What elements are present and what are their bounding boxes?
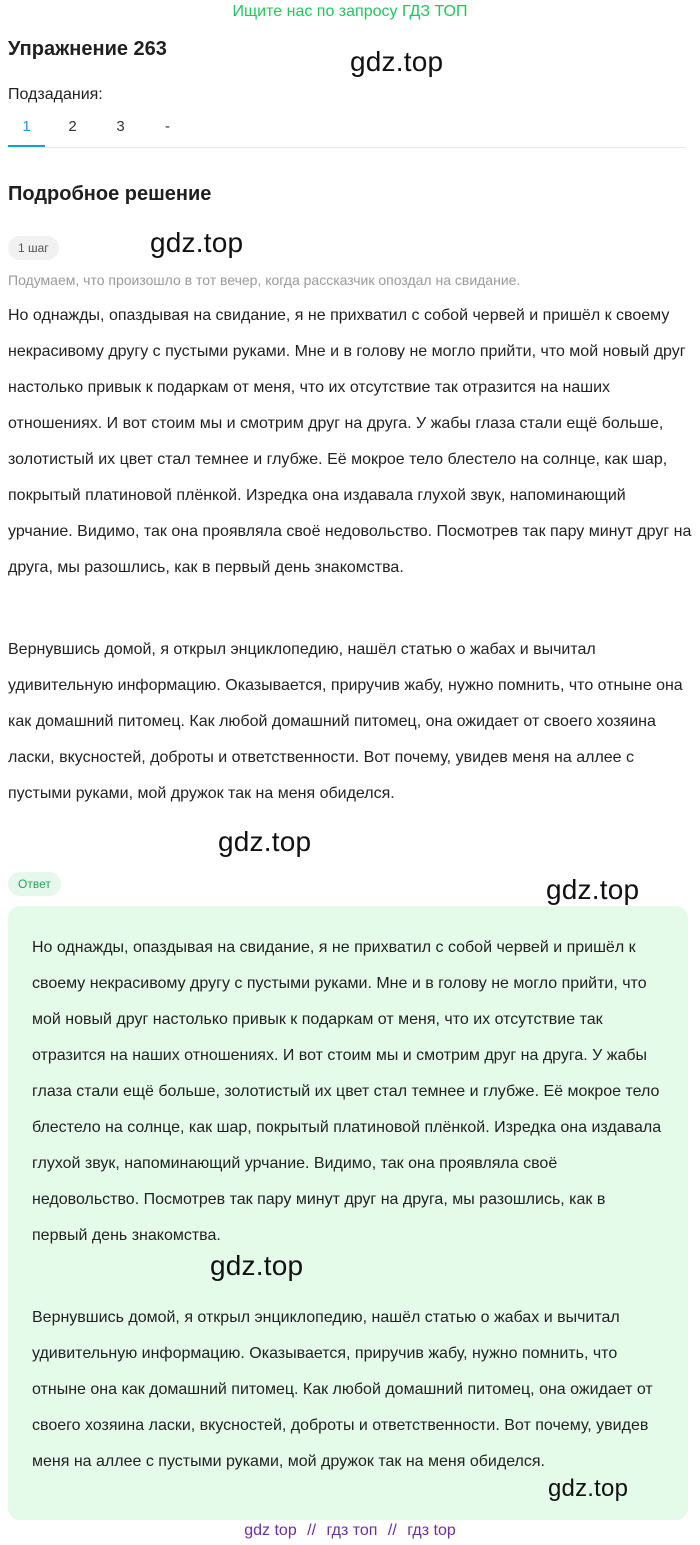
page-title: Упражнение 263 (8, 38, 167, 60)
watermark: gdz.top (548, 1475, 629, 1502)
step-badge: 1 шаг (8, 236, 59, 260)
footer-link-gdz-top[interactable]: gdz top (244, 1522, 297, 1539)
footer-links (0, 1521, 700, 1541)
subtask-tabs (8, 116, 686, 148)
watermark: gdz.top (218, 826, 312, 857)
tab-subtask-more[interactable]: - (165, 118, 170, 135)
watermark: gdz.top (150, 227, 244, 258)
footer-separator: // (387, 1522, 397, 1539)
solution-paragraph: Но однажды, опаздывая на свидание, я не прихватил с собой червей и пришёл к своему некрасивому другу с пустыми руками. Мне и в голову не могло прийти, что мой новый друг настолько привык к подаркам от меня, что их отсутствие так отразится на наших отношениях. И вот стоим мы и смотрим друг на друга. У жабы глаза стали ещё больше, золотистый их цвет стал темнее и глубже. Её мокрое тело блестело на солнце, как шар, покрытый платиновой плёнкой. Изредка она издавала глухой звук, напоминающий урчание. Видимо, так она проявляла своё недовольство. Посмотрев так пару минут друг на друга, мы разошлись, как в первый день знакомства. (8, 307, 692, 576)
solution-title: Подробное решение (8, 183, 212, 205)
footer-separator: // (307, 1522, 317, 1539)
watermark: gdz.top (546, 874, 640, 905)
answer-paragraph: Но однажды, опаздывая на свидание, я не прихватил с собой червей и пришёл к своему некрасивому другу с пустыми руками. Мне и в голову не могло прийти, что мой новый друг настолько привык к подаркам от меня, что их отсутствие так отразится на наших отношениях. И вот стоим мы и смотрим друг на друга. У жабы глаза стали ещё больше, золотистый их цвет стал темнее и глубже. Её мокрое тело блестело на солнце, как шар, покрытый платиновой плёнкой. Изредка она издавала глухой звук, напоминающий урчание. Видимо, так она проявляла своё недовольство. Посмотрев так пару минут друг на друга, мы разошлись, как в первый день знакомства. (32, 939, 662, 1244)
answer-paragraph: Вернувшись домой, я открыл энциклопедию, нашёл статью о жабах и вычитал удивительную информацию. Оказывается, приручив жабу, нужно помнить, что отныне она как домашний питомец. Как любой домашний питомец, она ожидает от своего хозяина ласки, вкусностей, доброты и ответственности. Вот почему, увидев меня на аллее с пустыми руками, мой дружок так на меня обиделся. (32, 1309, 653, 1470)
watermark: gdz.top (210, 1250, 304, 1281)
tab-subtask-1[interactable]: 1 (8, 116, 45, 147)
footer-link-gdz-top-mixed[interactable]: гдз top (407, 1522, 456, 1539)
step-hint: Подумаем, что произошло в тот вечер, когда рассказчик опоздал на свидание. (8, 272, 521, 288)
footer-link-gdz-top-ru[interactable]: гдз топ (326, 1522, 378, 1539)
answer-badge: Ответ (8, 872, 61, 896)
solution-paragraph: Вернувшись домой, я открыл энциклопедию, нашёл статью о жабах и вычитал удивительную информацию. Оказывается, приручив жабу, нужно помнить, что отныне она как домашний питомец. Как любой домашний питомец, она ожидает от своего хозяина ласки, вкусностей, доброты и ответственности. Вот почему, увидев меня на аллее с пустыми руками, мой дружок так на меня обиделся. (8, 641, 683, 802)
tab-subtask-3[interactable]: 3 (116, 118, 125, 135)
search-banner: Ищите нас по запросу ГДЗ ТОП (232, 3, 468, 20)
tab-subtask-2[interactable]: 2 (68, 118, 77, 135)
watermark: gdz.top (350, 46, 444, 77)
subtasks-label: Подзадания: (8, 86, 103, 103)
